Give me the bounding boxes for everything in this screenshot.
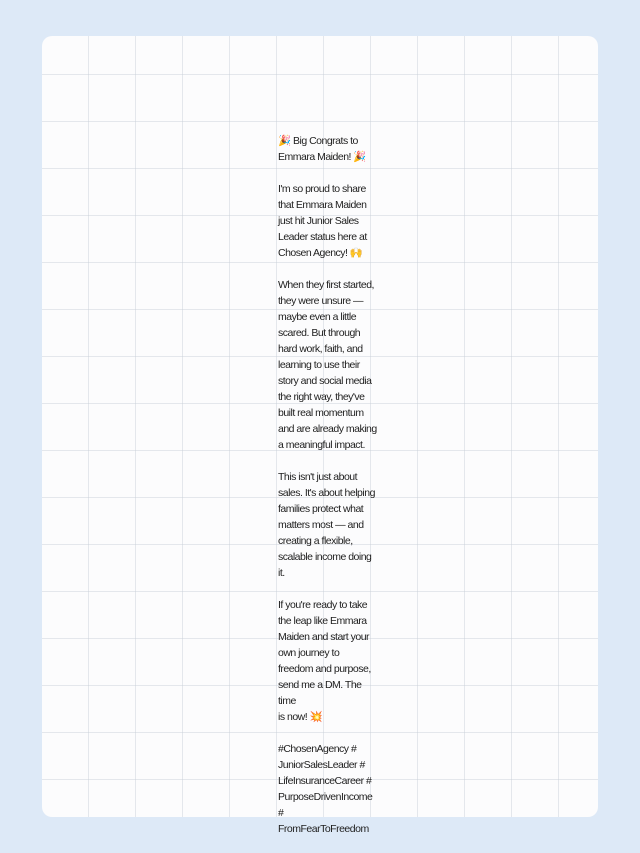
call-to-action-paragraph: If you're ready to take the leap like Emmara Maiden and start your own journey to freedom and purpose, send me a DM. The time is now! 💥 — [278, 599, 371, 723]
congrats-heading: 🎉 Big Congrats to Emmara Maiden! 🎉 — [278, 135, 366, 163]
post-text — [278, 133, 378, 837]
announcement-paragraph: I'm so proud to share that Emmara Maiden just hit Junior Sales Leader status here at Chosen Agency! 🙌 — [278, 183, 367, 259]
mission-paragraph: This isn't just about sales. It's about helping families protect what matters most — and creating a flexible, scalable income doing it. — [278, 471, 375, 579]
hashtags: #ChosenAgency # JuniorSalesLeader # LifeInsuranceCareer # PurposeDrivenIncome # FromFearToFreedom — [278, 743, 373, 835]
story-paragraph: When they first started, they were unsure — maybe even a little scared. But through hard work, faith, and learning to use their story and social media the right way, they've built real momentum and are already making a meaningful impact. — [278, 279, 377, 451]
document-page — [42, 36, 598, 835]
